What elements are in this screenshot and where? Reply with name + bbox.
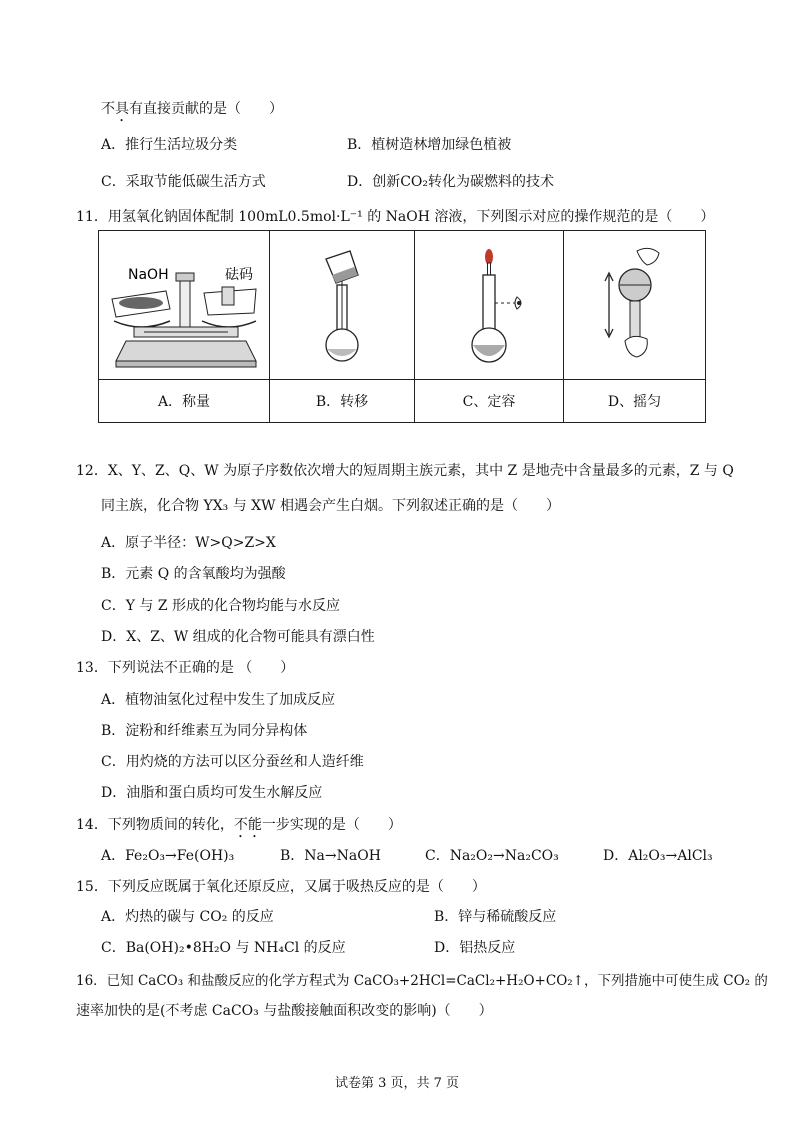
- q13-stem: 13．下列说法不正确的是 （ ）: [76, 660, 295, 676]
- q10-option-c: C．采取节能低碳生活方式: [101, 174, 266, 190]
- naoh-label: NaOH: [128, 267, 169, 283]
- q13-option-a: A．植物油氢化过程中发生了加成反应: [101, 692, 336, 708]
- figure-c-fixing-volume: [415, 231, 564, 380]
- q10-tail-post: 有直接贡献的是（ ）: [129, 101, 283, 117]
- q15-option-a: A．灼热的碳与 CO₂ 的反应: [101, 909, 274, 925]
- q14-option-c: C．Na₂O₂→Na₂CO₃: [425, 848, 559, 864]
- caption-b: B．转移: [270, 380, 415, 423]
- q11-figure-table: [98, 230, 706, 423]
- figure-a-weighing: [99, 231, 270, 380]
- shaking-diagram: [585, 241, 685, 369]
- caption-c: C、定容: [415, 380, 564, 423]
- balance-diagram: [104, 241, 264, 369]
- q15-option-b: B．锌与稀硫酸反应: [434, 909, 557, 925]
- q12-stem-line2: 同主族，化合物 YX₃ 与 XW 相遇会产生白烟。下列叙述正确的是（ ）: [101, 498, 560, 514]
- q10-option-d: D．创新CO₂转化为碳燃料的技术: [347, 174, 555, 190]
- caption-a: A．称量: [99, 380, 270, 423]
- q14-stem-post: 一步实现的是（ ）: [261, 817, 402, 833]
- q15-option-d: D．铝热反应: [434, 940, 516, 956]
- q14-option-b: B．Na→NaOH: [280, 848, 381, 864]
- q14-stem-emphasis: 不能: [233, 817, 262, 833]
- q14-option-d: D．Al₂O₃→AlCl₃: [603, 848, 713, 864]
- q14-stem-pre: 14．下列物质间的转化，: [76, 817, 234, 833]
- q15-stem: 15．下列反应既属于氧化还原反应，又属于吸热反应的是（ ）: [76, 879, 486, 895]
- q11-stem: 11．用氢氧化钠固体配制 100mL0.5mol·L⁻¹ 的 NaOH 溶液，下列图示对应的操作规范的是（ ）: [76, 209, 715, 225]
- q12-stem-line1: 12．X、Y、Z、Q、W 为原子序数依次增大的短周期主族元素，其中 Z 是地壳中含量最多的元素，Z 与 Q: [76, 463, 734, 479]
- q12-option-a: A．原子半径：W>Q>Z>X: [101, 535, 276, 551]
- q14-stem: [76, 814, 402, 841]
- q16-stem-line1: 16．已知 CaCO₃ 和盐酸反应的化学方程式为 CaCO₃+2HCl=CaCl₂+H₂O+CO₂↑，下列措施中可使生成 CO₂ 的: [76, 973, 768, 989]
- q13-option-d: D．油脂和蛋白质均可发生水解反应: [101, 785, 323, 801]
- q10-tail-pre: 不: [101, 101, 115, 117]
- q12-option-c: C．Y 与 Z 形成的化合物均能与水反应: [101, 598, 341, 614]
- page-footer: 试卷第 3 页，共 7 页: [334, 1076, 460, 1091]
- q12-option-d: D．X、Z、W 组成的化合物可能具有漂白性: [101, 629, 375, 645]
- figure-d-shaking: [564, 231, 706, 380]
- q10-option-a: A．推行生活垃圾分类: [101, 137, 238, 153]
- q13-option-b: B．淀粉和纤维素互为同分异构体: [101, 723, 308, 739]
- figure-b-transfer: [270, 231, 415, 380]
- q10-tail-emphasis: 具: [115, 101, 129, 117]
- weights-label: 砝码: [225, 267, 253, 283]
- volume-diagram: [439, 241, 539, 369]
- q12-option-b: B．元素 Q 的含氧酸均为强酸: [101, 566, 286, 582]
- q15-option-c: C．Ba(OH)₂•8H₂O 与 NH₄Cl 的反应: [101, 940, 346, 956]
- q10-stem-tail: [101, 98, 283, 125]
- transfer-diagram: [292, 241, 392, 369]
- caption-d: D、摇匀: [564, 380, 706, 423]
- q13-option-c: C．用灼烧的方法可以区分蚕丝和人造纤维: [101, 754, 364, 770]
- q14-option-a: A．Fe₂O₃→Fe(OH)₃: [101, 848, 235, 864]
- q10-option-b: B．植树造林增加绿色植被: [347, 137, 512, 153]
- q16-stem-line2: 速率加快的是(不考虑 CaCO₃ 与盐酸接触面积改变的影响)（ ）: [76, 1003, 493, 1019]
